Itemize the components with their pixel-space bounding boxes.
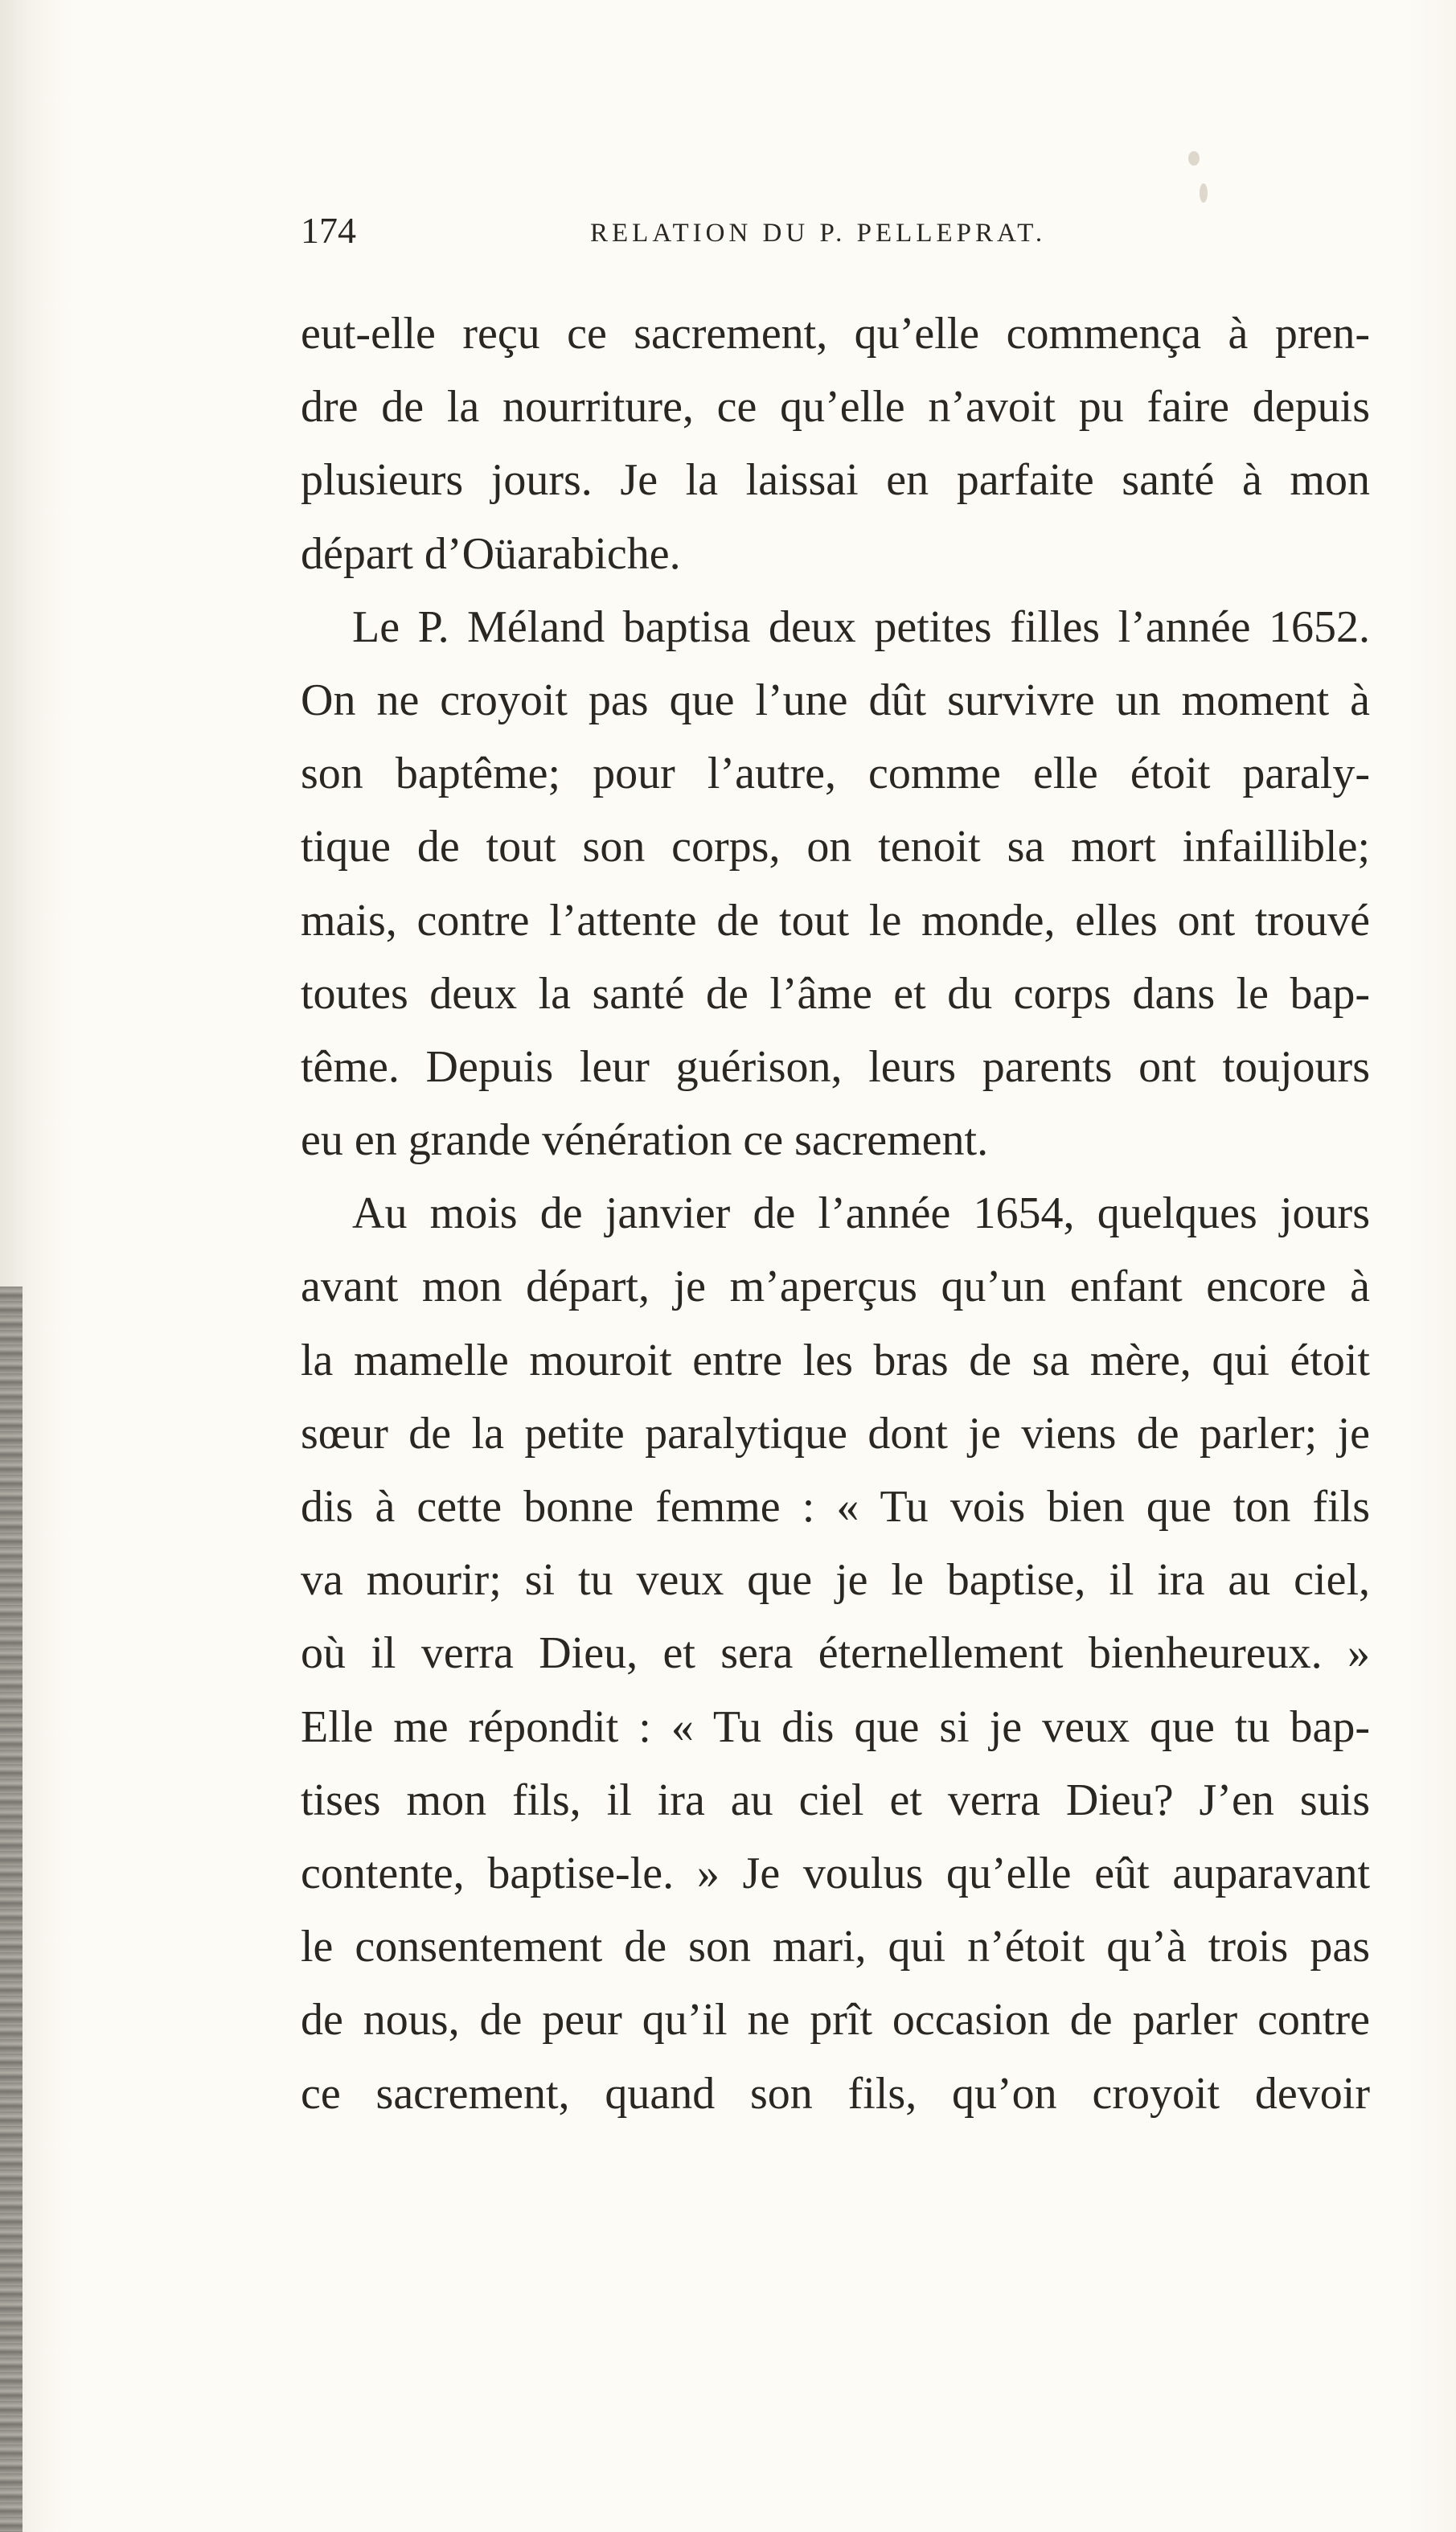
text-line: eut-elle reçu ce sacrement, qu’elle commença à pren-	[301, 309, 1370, 359]
text-line: eu en grande vénération ce sacrement.	[301, 1115, 989, 1166]
body-text	[301, 298, 1370, 2131]
binding-edge	[0, 1287, 23, 2532]
text-line: tique de tout son corps, on tenoit sa mort infaillible;	[301, 822, 1370, 872]
text-line: mais, contre l’attente de tout le monde, elles ont trouvé	[301, 895, 1370, 946]
text-line: tême. Depuis leur guérison, leurs parents ont toujours	[301, 1041, 1370, 1092]
text-line: dis à cette bonne femme : « Tu vois bien que ton fils	[301, 1482, 1370, 1532]
paper-speck	[1200, 183, 1208, 203]
text-line: ce sacrement, quand son fils, qu’on croyoit devoir	[301, 2068, 1370, 2119]
text-line: va mourir; si tu veux que je le baptise, il ira au ciel,	[301, 1555, 1370, 1606]
text-line: le consentement de son mari, qui n’étoit qu’à trois pas	[301, 1922, 1370, 1972]
text-line: son baptême; pour l’autre, comme elle étoit paraly-	[301, 749, 1370, 799]
text-line: On ne croyoit pas que l’une dût survivre un moment à	[301, 675, 1370, 725]
text-line: avant mon départ, je m’aperçus qu’un enfant encore à	[301, 1262, 1370, 1312]
text-line: Elle me répondit : « Tu dis que si je veux que tu bap-	[301, 1701, 1370, 1752]
text-line: tises mon fils, il ira au ciel et verra Dieu? J’en suis	[301, 1775, 1370, 1825]
text-line: la mamelle mouroit entre les bras de sa mère, qui étoit	[301, 1335, 1370, 1385]
text-line: départ d’Oüarabiche.	[301, 528, 681, 579]
text-line: dre de la nourriture, ce qu’elle n’avoit pu faire depuis	[301, 382, 1370, 433]
text-line: toutes deux la santé de l’âme et du corps dans le bap-	[301, 968, 1370, 1019]
page-header	[301, 211, 1370, 251]
text-line: où il verra Dieu, et sera éternellement bienheureux. »	[301, 1628, 1370, 1679]
text-line: sœur de la petite paralytique dont je viens de parler; je	[301, 1408, 1370, 1459]
text-line: contente, baptise-le. » Je voulus qu’elle eût auparavant	[301, 1848, 1370, 1898]
paper-speck	[1188, 151, 1200, 166]
text-line: Au mois de janvier de l’année 1654, quelques jours	[352, 1188, 1370, 1239]
text-line: plusieurs jours. Je la laissai en parfaite santé à mon	[301, 455, 1370, 506]
running-head: RELATION DU P. PELLEPRAT.	[590, 219, 1047, 248]
text-line: Le P. Méland baptisa deux petites filles l’année 1652.	[352, 601, 1370, 652]
text-line: de nous, de peur qu’il ne prît occasion de parler contre	[301, 1995, 1370, 2046]
page-number: 174	[301, 210, 356, 251]
